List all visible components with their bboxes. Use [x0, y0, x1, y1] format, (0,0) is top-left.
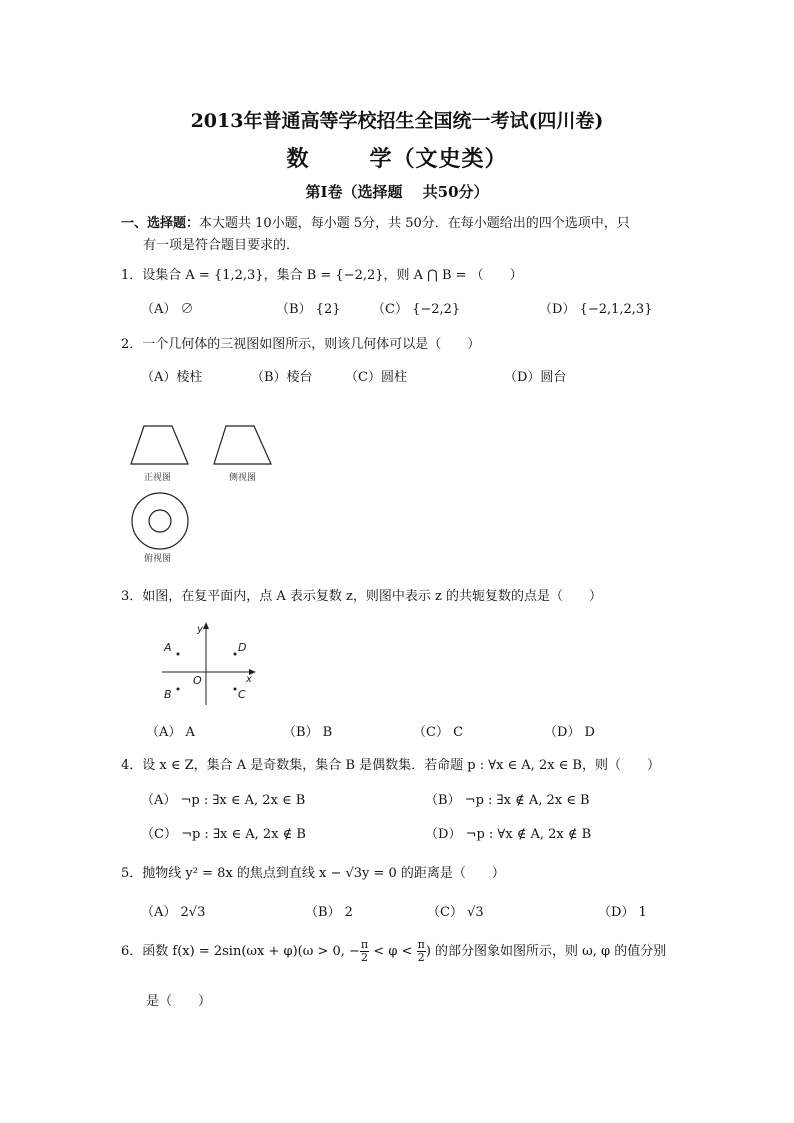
q2-option-b: （B）棱台: [251, 370, 313, 385]
q5-option-b: （B） 2: [305, 905, 353, 920]
point-d: [234, 653, 237, 656]
q5-option-c: （C） √3: [427, 905, 484, 920]
top-view-label: 俯视图: [144, 554, 172, 564]
q4-option-d: （D） ¬p : ∀x ∉ A, 2x ∉ B: [425, 827, 592, 842]
point-c: [234, 688, 237, 691]
q4-option-a: （A） ¬p : ∃x ∈ A, 2x ∈ B: [141, 793, 306, 808]
q3-option-b: （B） B: [283, 725, 333, 740]
three-view-figure: [126, 418, 286, 568]
question-6-stem: [121, 939, 666, 964]
q6-fraction-1: $\frac{\pi}{2}$: [360, 938, 369, 964]
subject-left: 数: [286, 146, 310, 172]
side-view-label: 侧视图: [229, 473, 257, 483]
q2-option-a: （A）棱柱: [141, 370, 203, 385]
subject-right: 学（文史类）: [369, 146, 508, 172]
top-view-inner-circle: [149, 510, 171, 532]
question-4-stem: 4．设 x ∈ Z，集合 A 是奇数集，集合 B 是偶数集．若命题 p : ∀x ∈ A, 2x ∈ B，则（ ）: [121, 758, 660, 773]
q1-option-a: （A） ∅: [141, 302, 194, 317]
x-axis-label: x: [246, 674, 252, 685]
side-view-trapezoid: [214, 426, 271, 464]
q1-option-d: （D） {−2,1,2,3}: [539, 302, 653, 317]
point-c-label: C: [238, 688, 246, 701]
point-b: [177, 688, 180, 691]
origin-label: O: [193, 674, 202, 687]
q4-option-c: （C） ¬p : ∃x ∈ A, 2x ∉ B: [141, 827, 306, 842]
point-b-label: B: [164, 688, 172, 701]
q6-stem-suffix: ) 的部分图象如图所示，则 ω, φ 的值分别: [425, 944, 667, 959]
complex-plane-figure: [158, 620, 268, 710]
y-axis-label: y: [197, 624, 203, 635]
q3-option-d: （D） D: [544, 725, 595, 740]
question-2-stem: 2．一个几何体的三视图如图所示，则该几何体可以是（ ）: [121, 337, 481, 352]
top-view-outer-circle: [132, 493, 188, 549]
q3-option-a: （A） A: [146, 725, 195, 740]
section-instructions: [121, 213, 681, 257]
y-axis-arrow: [203, 622, 209, 629]
q4-option-b: （B） ¬p : ∃x ∉ A, 2x ∈ B: [425, 793, 590, 808]
q5-option-a: （A） 2√3: [141, 905, 206, 920]
instructions-line1: 本大题共 10小题，每小题 5分，共 50分．在每小题给出的四个选项中，只: [199, 216, 630, 231]
instructions-line2: 有一项是符合题目要求的．: [143, 238, 300, 253]
q2-option-c: （C）圆柱: [345, 370, 407, 385]
front-view-label: 正视图: [144, 473, 172, 483]
section-heading: 一、选择题：: [121, 216, 200, 231]
q1-option-c: （C） {−2,2}: [372, 302, 461, 317]
point-a: [177, 653, 180, 656]
q6-fraction-2: $\frac{\pi}{2}$: [417, 938, 425, 964]
q2-option-d: （D）圆台: [504, 370, 567, 385]
q6-stem-prefix: 6．函数 f(x) = 2sin(ωx + φ)(ω > 0, −: [121, 944, 360, 959]
q6-stem-line2: 是（ ）: [146, 994, 212, 1009]
point-a-label: A: [164, 641, 172, 654]
question-3-stem: 3．如图，在复平面内，点 A 表示复数 z，则图中表示 z 的共轭复数的点是（ ）: [121, 589, 603, 604]
exam-title: 2013年普通高等学校招生全国统一考试(四川卷): [190, 110, 604, 132]
q6-stem-mid: < φ <: [369, 944, 417, 959]
question-5-stem: 5．抛物线 y² = 8x 的焦点到直线 x − √3y = 0 的距离是（ ）: [121, 866, 505, 881]
q5-option-d: （D） 1: [598, 905, 647, 920]
front-view-trapezoid: [131, 426, 188, 464]
point-d-label: D: [238, 641, 247, 654]
q1-option-b: （B） {2}: [276, 302, 341, 317]
question-1-stem: 1．设集合 A = {1,2,3}，集合 B = {−2,2}，则 A ⋂ B = （ ）: [121, 268, 523, 283]
subject-title: [0, 142, 794, 173]
q3-option-c: （C） C: [413, 725, 464, 740]
part-title: 第Ⅰ卷（选择题 共50分）: [305, 183, 489, 201]
